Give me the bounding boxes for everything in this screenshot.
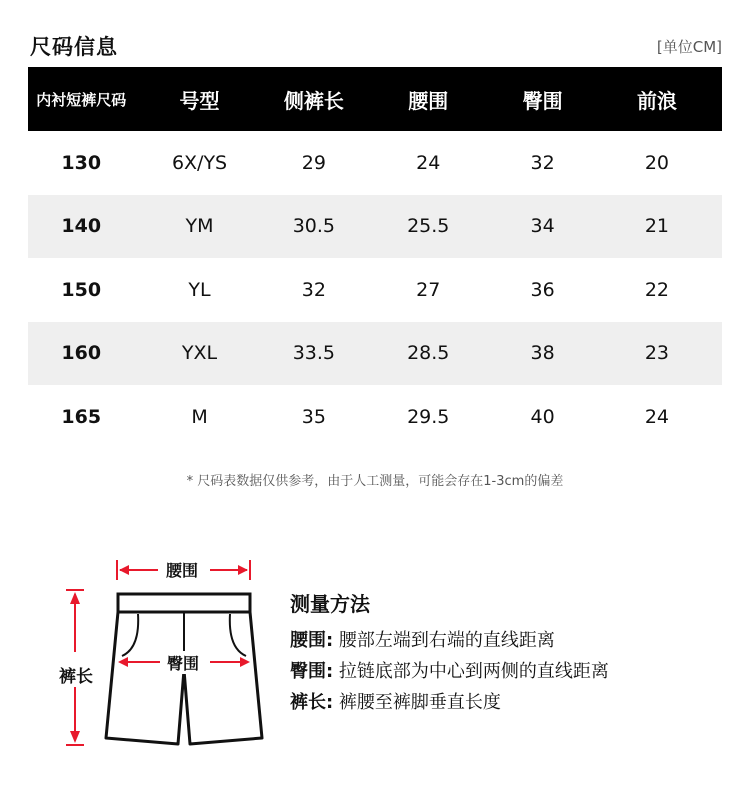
method-term: 腰围: bbox=[290, 630, 334, 651]
table-cell: 25.5 bbox=[407, 215, 450, 238]
table-cell: M bbox=[191, 405, 208, 428]
table-cell: 130 bbox=[61, 151, 102, 174]
table-cell: 29.5 bbox=[407, 405, 450, 428]
column-header: 内衬短裤尺码 bbox=[36, 90, 127, 109]
unit-label: [单位CM] bbox=[656, 38, 722, 56]
table-cell: 27 bbox=[416, 278, 441, 301]
method-desc: 拉链底部为中心到两侧的直线距离 bbox=[333, 661, 609, 682]
method-title: 测量方法 bbox=[290, 592, 370, 616]
waist-label: 腰围 bbox=[164, 558, 200, 581]
table-row bbox=[28, 131, 722, 195]
measure-method bbox=[290, 588, 609, 718]
table-cell: 23 bbox=[644, 342, 670, 365]
column-header: 臀围 bbox=[522, 88, 563, 113]
table-cell: 20 bbox=[644, 151, 670, 174]
page-title: 尺码信息 bbox=[30, 35, 118, 59]
table-row bbox=[28, 258, 722, 322]
table-cell: 165 bbox=[61, 405, 102, 428]
table-cell: 140 bbox=[61, 215, 102, 238]
hip-label: 臀围 bbox=[165, 651, 201, 674]
table-row bbox=[28, 385, 722, 449]
table-cell: YM bbox=[185, 215, 214, 238]
column-header: 侧裤长 bbox=[283, 88, 344, 113]
method-item bbox=[290, 687, 609, 718]
column-header: 前浪 bbox=[636, 88, 677, 113]
method-term: 裤长: bbox=[290, 692, 334, 713]
table-cell: 35 bbox=[301, 405, 326, 428]
table-cell: 33.5 bbox=[292, 342, 336, 365]
table-cell: 28.5 bbox=[407, 342, 450, 365]
table-cell: 36 bbox=[530, 278, 555, 301]
table-header bbox=[28, 67, 722, 131]
table-cell: 24 bbox=[416, 151, 441, 174]
table-cell: 30.5 bbox=[292, 215, 336, 238]
method-desc: 腰部左端到右端的直线距离 bbox=[333, 630, 555, 651]
table-row bbox=[28, 322, 722, 386]
table-cell: 32 bbox=[301, 278, 326, 301]
column-header: 号型 bbox=[179, 88, 220, 113]
table-cell: 150 bbox=[61, 278, 102, 301]
table-cell: 32 bbox=[530, 151, 555, 174]
table-cell: YXL bbox=[181, 342, 218, 365]
table-cell: 38 bbox=[530, 342, 555, 365]
column-header: 腰围 bbox=[408, 88, 449, 113]
table-row bbox=[28, 195, 722, 259]
size-table bbox=[28, 67, 722, 449]
table-cell: 160 bbox=[61, 342, 102, 365]
length-label: 裤长 bbox=[57, 662, 95, 687]
disclaimer-note: * 尺码表数据仅供参考，由于人工测量，可能会存在1-3cm的偏差 bbox=[186, 474, 564, 489]
table-cell: 40 bbox=[530, 405, 555, 428]
table-cell: 29 bbox=[301, 151, 326, 174]
table-cell: YL bbox=[188, 278, 211, 301]
table-cell: 21 bbox=[644, 215, 670, 238]
shorts-measure-diagram bbox=[60, 552, 280, 752]
method-item bbox=[290, 625, 609, 656]
table-cell: 34 bbox=[530, 215, 555, 238]
method-item bbox=[290, 656, 609, 687]
method-desc: 裤腰至裤脚垂直长度 bbox=[333, 692, 501, 713]
method-term: 臀围: bbox=[290, 661, 334, 682]
table-cell: 22 bbox=[644, 278, 670, 301]
table-cell: 6X/YS bbox=[171, 151, 228, 174]
table-cell: 24 bbox=[644, 405, 670, 428]
